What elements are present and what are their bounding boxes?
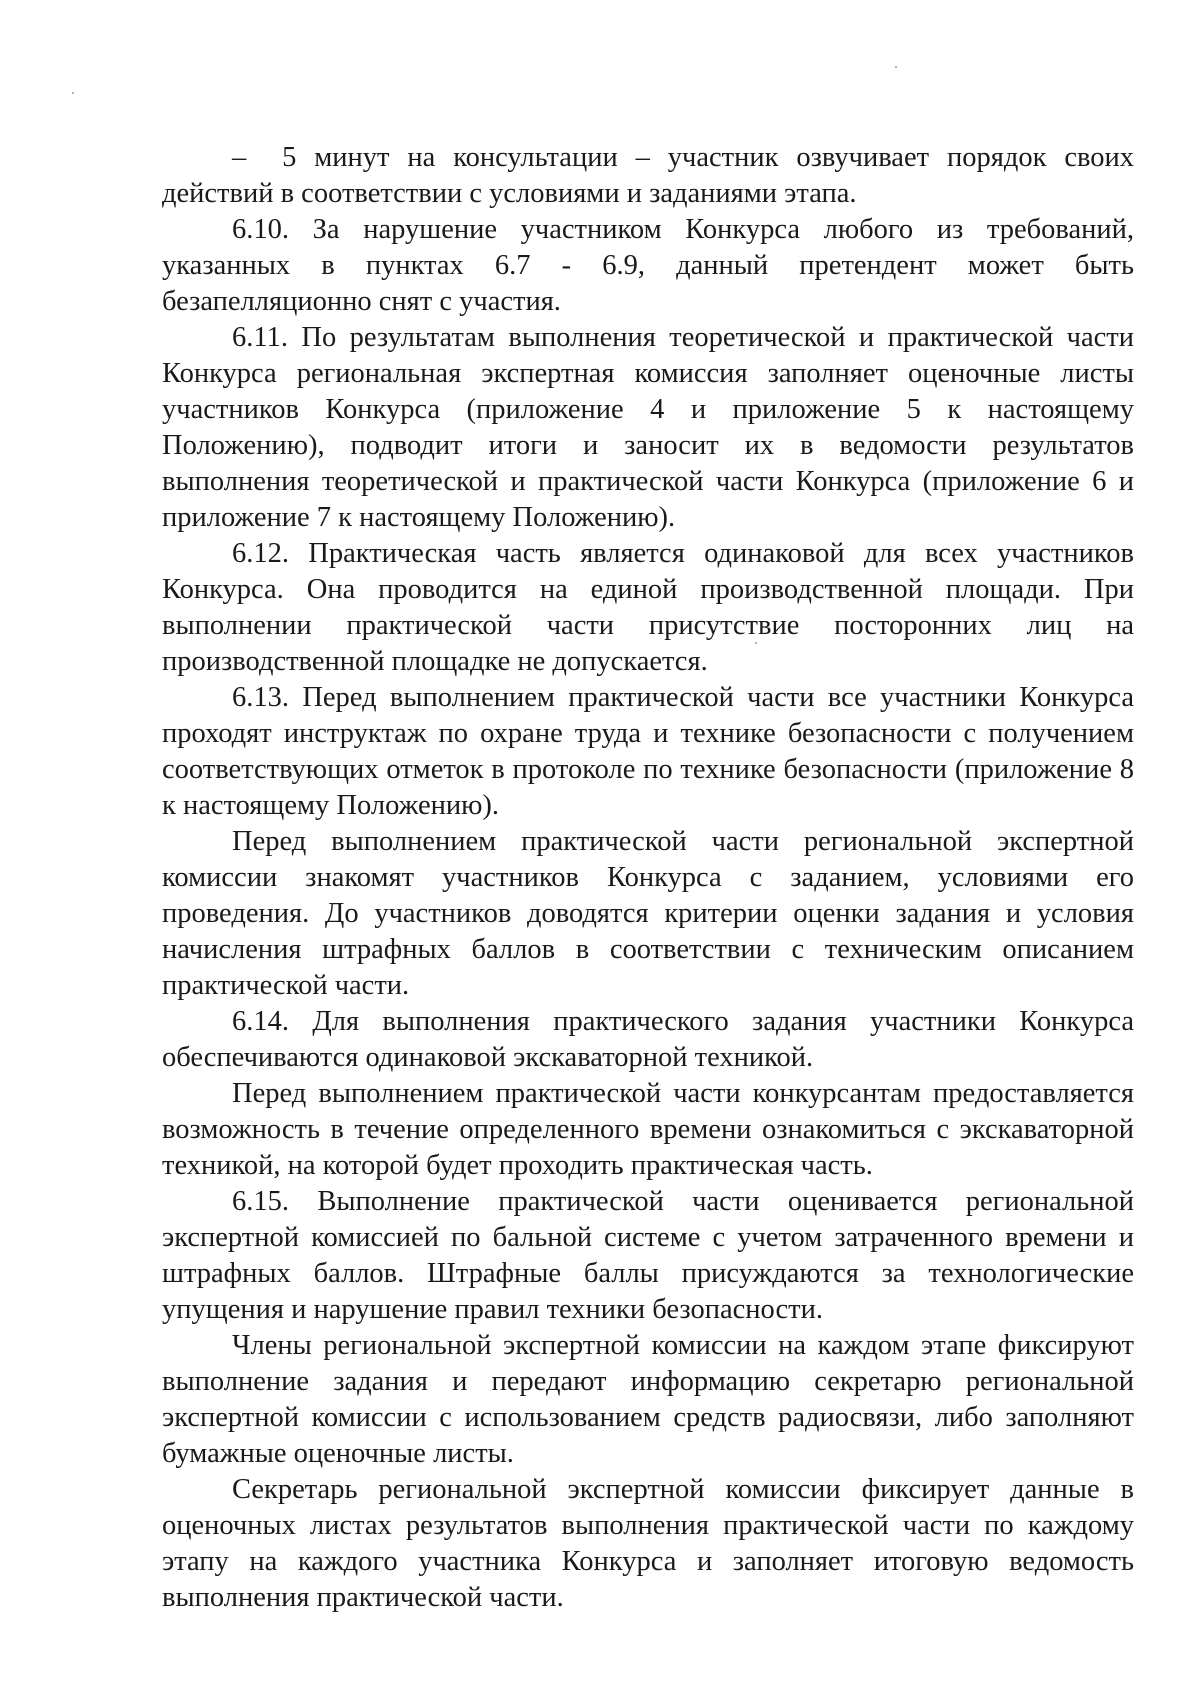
paragraph-familiarization: Перед выполнением практической части конкурсантам предоставляется возможность в течение определенного времени ознакомиться с экскаваторной техникой, на которой будет проходить практическая часть. [162,1078,1134,1181]
paragraph-consultation: – 5 минут на консультации – участник озвучивает порядок своих действий в соответствии с условиями и заданиями этапа. [162,142,1134,209]
paragraph-6-15: 6.15. Выполнение практической части оценивается региональной экспертной комиссией по бальной системе с учетом затраченного времени и штрафных баллов. Штрафные баллы присуждаются за технологические упущения и нарушение правил техники безопасности. [162,1186,1134,1325]
paragraph-6-12: 6.12. Практическая часть является одинаковой для всех участников Конкурса. Она проводится на единой производственной площади. При выполнении практической части присутствие посторонних лиц на производственной площадке не допускается. [162,538,1134,677]
document-body [162,140,1134,1616]
paragraph-6-11: 6.11. По результатам выполнения теоретической и практической части Конкурса региональная экспертная комиссия заполняет оценочные листы участников Конкурса (приложение 4 и приложение 5 к настоящему Положению), подводит итоги и заносит их в ведомости результатов выполнения теоретической и практической части Конкурса (приложение 6 и приложение 7 к настоящему Положению). [162,322,1134,533]
paragraph-6-13: 6.13. Перед выполнением практической части все участники Конкурса проходят инструктаж по охране труда и технике безопасности с получением соответствующих отметок в протоколе по технике безопасности (приложение 8 к настоящему Положению). [162,682,1134,821]
scan-speck [72,92,74,94]
paragraph-secretary: Секретарь региональной экспертной комиссии фиксирует данные в оценочных листах результатов выполнения практической части по каждому этапу на каждого участника Конкурса и заполняет итоговую ведомость выполнения практической части. [162,1474,1134,1613]
paragraph-6-10: 6.10. За нарушение участником Конкурса любого из требований, указанных в пунктах 6.7 - 6.9, данный претендент может быть безапелляционно снят с участия. [162,214,1134,317]
scan-speck [895,66,897,68]
paragraph-6-14: 6.14. Для выполнения практического задания участники Конкурса обеспечиваются одинаковой экскаваторной техникой. [162,1006,1134,1073]
paragraph-commission-members: Члены региональной экспертной комиссии на каждом этапе фиксируют выполнение задания и передают информацию секретарю региональной экспертной комиссии с использованием средств радиосвязи, либо заполняют бумажные оценочные листы. [162,1330,1134,1469]
paragraph-briefing: Перед выполнением практической части региональной экспертной комиссии знакомят участников Конкурса с заданием, условиями его проведения. До участников доводятся критерии оценки задания и условия начисления штрафных баллов в соответствии с техническим описанием практической части. [162,826,1134,1001]
